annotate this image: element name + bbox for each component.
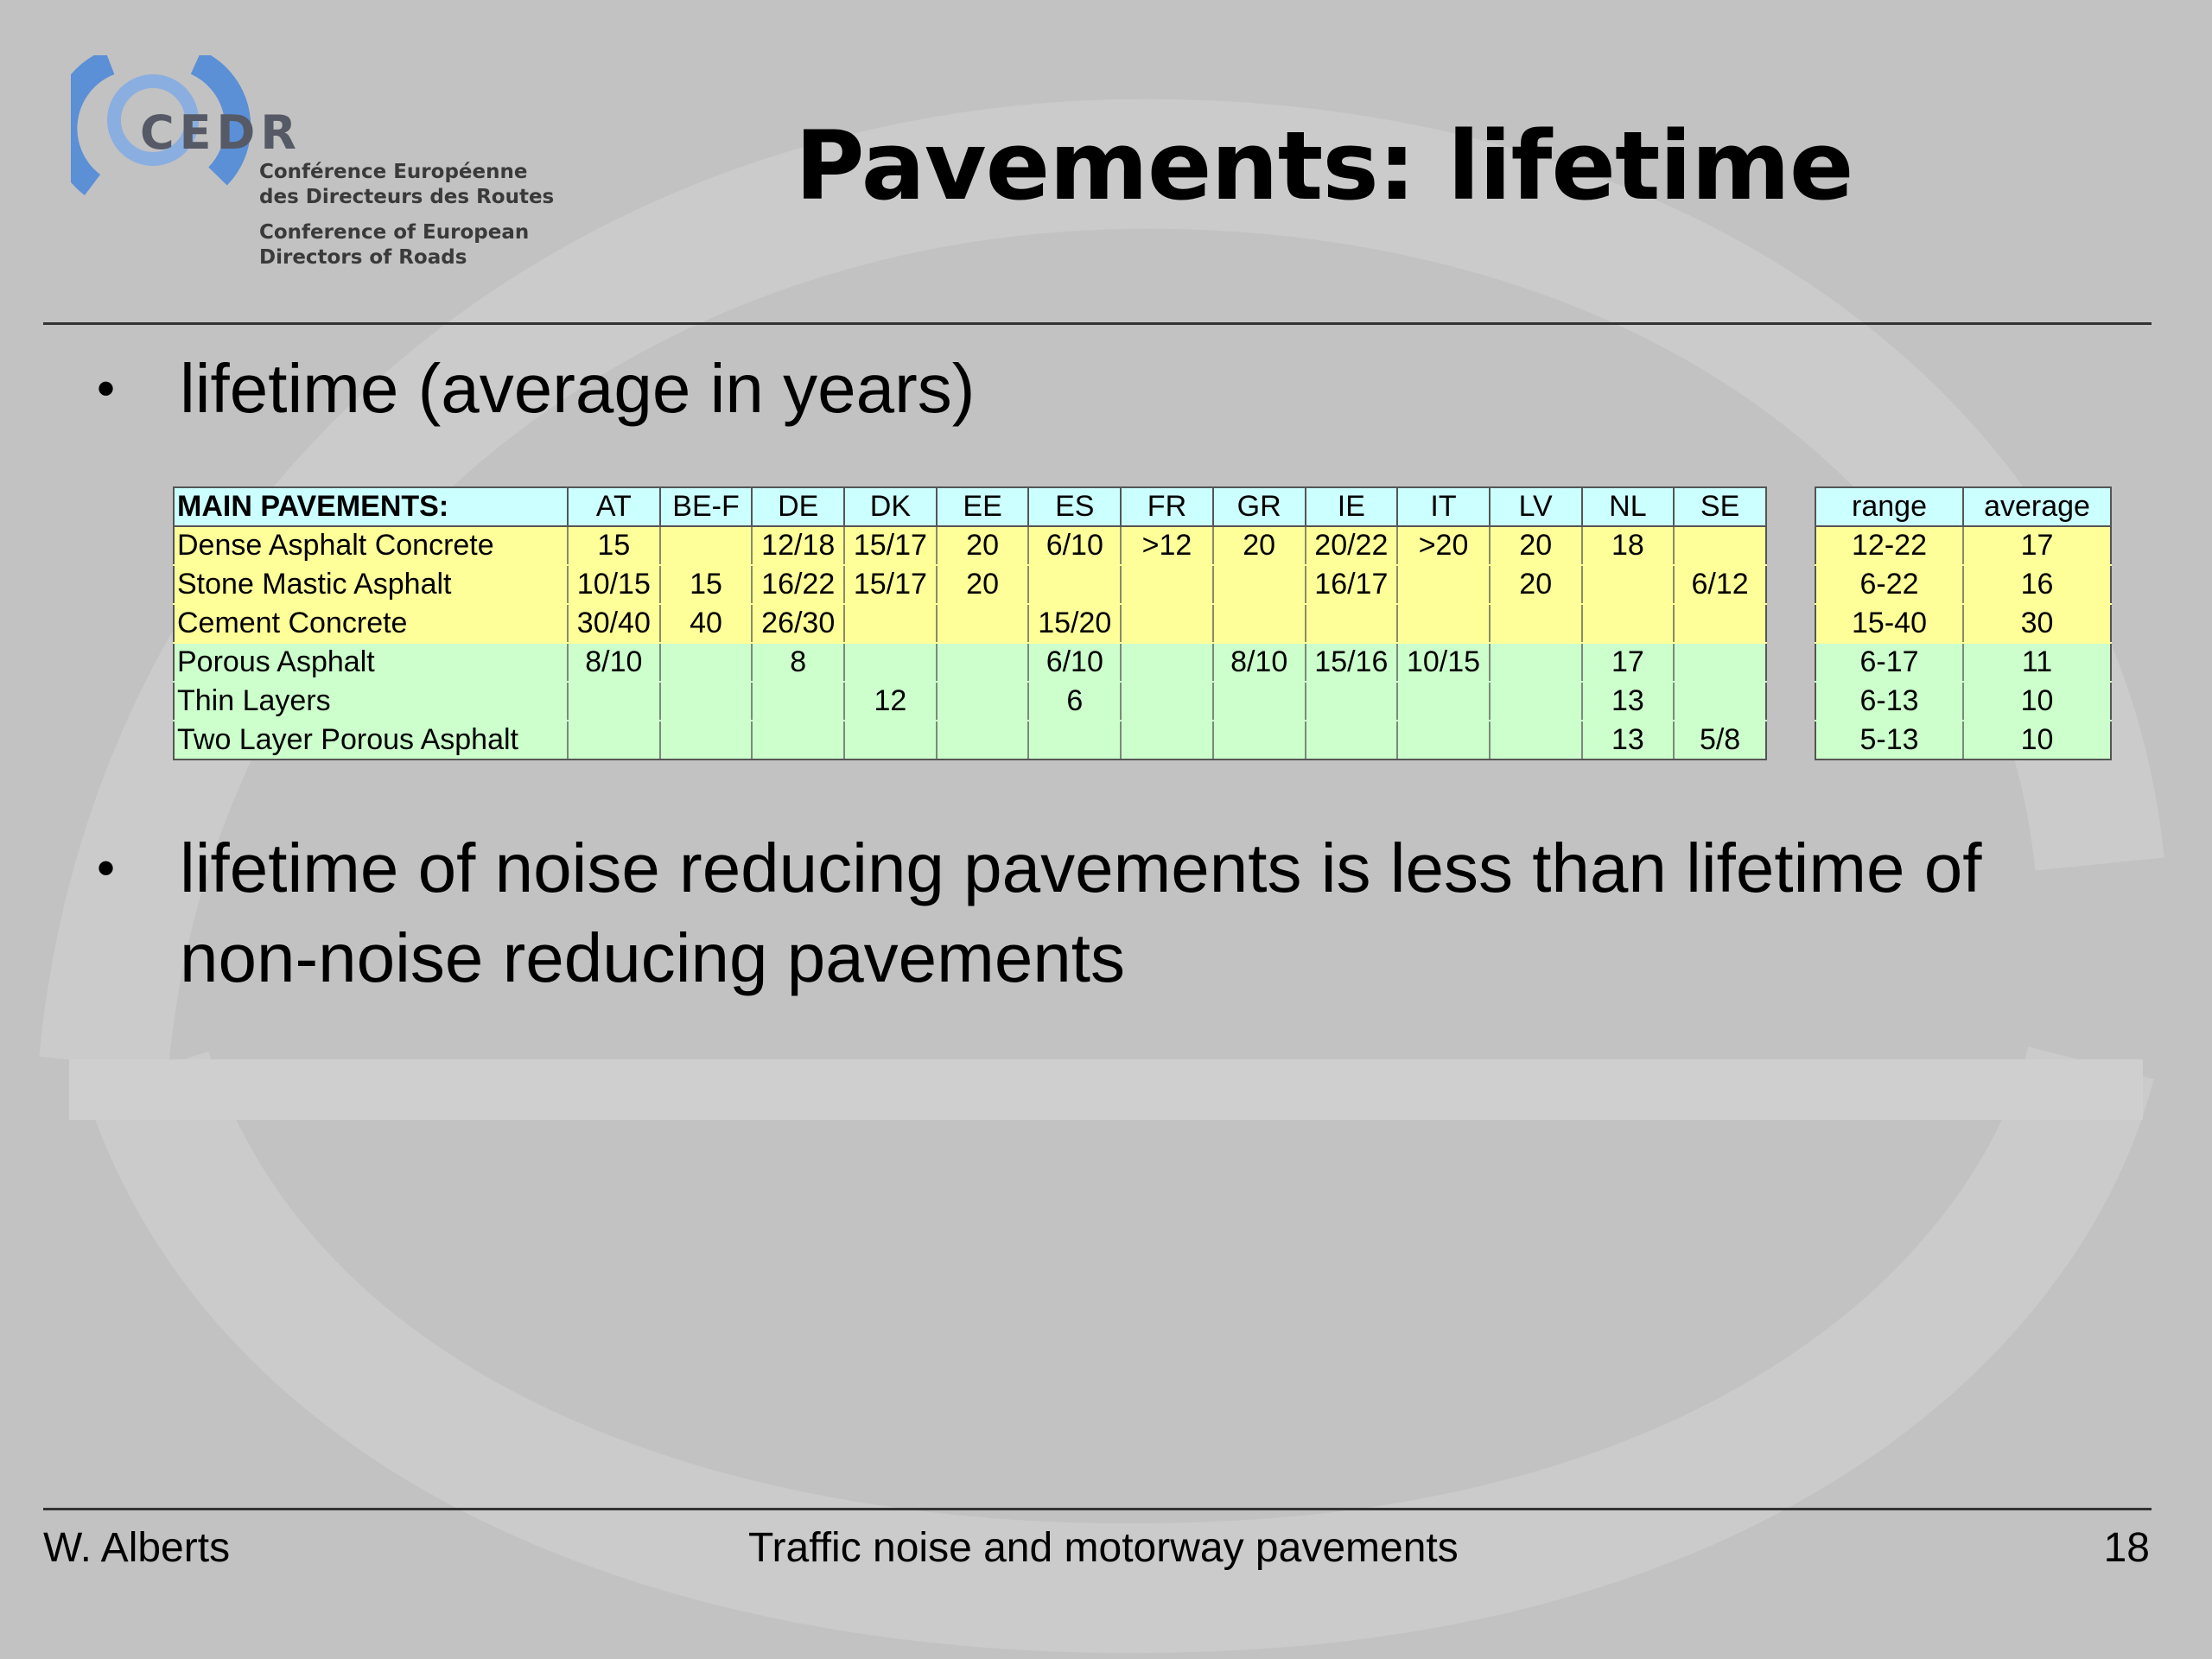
main-value-cell: [660, 526, 753, 565]
main-value-cell: [1582, 565, 1675, 604]
main-value-cell: >12: [1121, 526, 1213, 565]
main-value-cell: [937, 682, 1029, 721]
main-value-cell: 8/10: [1213, 643, 1306, 682]
main-value-cell: 30/40: [568, 604, 660, 643]
main-value-cell: [1306, 604, 1398, 643]
main-value-cell: 6/10: [1028, 526, 1121, 565]
pavement-type-cell: Cement Concrete: [174, 604, 568, 643]
main-value-cell: [1213, 721, 1306, 760]
main-value-cell: [1121, 604, 1213, 643]
summary-header-cell: average: [1963, 487, 2111, 526]
main-value-cell: 10/15: [568, 565, 660, 604]
main-value-cell: [1121, 643, 1213, 682]
main-value-cell: [1213, 604, 1306, 643]
slide-title: Pavements: lifetime: [795, 111, 1853, 221]
cedr-logo: [71, 55, 555, 280]
main-table-row: [174, 565, 1766, 604]
range-average-table: [1815, 486, 2112, 760]
summary-value-cell: 6-22: [1815, 565, 1963, 604]
bullet-1-text: lifetime (average in years): [180, 350, 976, 427]
main-table-row: [174, 526, 1766, 565]
main-header-cell: EE: [937, 487, 1029, 526]
main-value-cell: 40: [660, 604, 753, 643]
main-value-cell: [660, 721, 753, 760]
main-header-cell: DK: [844, 487, 937, 526]
main-value-cell: 10/15: [1397, 643, 1490, 682]
main-value-cell: 20: [1213, 526, 1306, 565]
main-header-cell: NL: [1582, 487, 1675, 526]
bullet-2-text-line-2: non-noise reducing pavements: [180, 919, 1126, 996]
pavement-lifetime-table: [173, 486, 1767, 760]
main-value-cell: 15/20: [1028, 604, 1121, 643]
main-header-row: [174, 487, 1766, 526]
main-header-cell: SE: [1674, 487, 1766, 526]
main-value-cell: [752, 682, 844, 721]
main-value-cell: >20: [1397, 526, 1490, 565]
main-value-cell: 16/17: [1306, 565, 1398, 604]
pavement-type-cell: Dense Asphalt Concrete: [174, 526, 568, 565]
pavement-type-cell: Porous Asphalt: [174, 643, 568, 682]
pavement-type-cell: Two Layer Porous Asphalt: [174, 721, 568, 760]
main-value-cell: [1674, 643, 1766, 682]
main-value-cell: 15: [568, 526, 660, 565]
logo-line-2: des Directeurs des Routes: [259, 186, 555, 208]
main-value-cell: 8/10: [568, 643, 660, 682]
main-value-cell: [1397, 565, 1490, 604]
main-table-row: [174, 682, 1766, 721]
main-header-cell: LV: [1490, 487, 1582, 526]
summary-value-cell: 12-22: [1815, 526, 1963, 565]
main-header-cell: GR: [1213, 487, 1306, 526]
main-value-cell: [1028, 721, 1121, 760]
main-value-cell: [1490, 721, 1582, 760]
main-value-cell: [660, 682, 753, 721]
summary-table-row: [1815, 682, 2111, 721]
summary-value-cell: 10: [1963, 721, 2111, 760]
footer-presentation-title: Traffic noise and motorway pavements: [748, 1525, 1459, 1571]
footer-author: W. Alberts: [43, 1525, 231, 1571]
main-value-cell: [937, 604, 1029, 643]
main-value-cell: [1121, 682, 1213, 721]
summary-table-row: [1815, 604, 2111, 643]
summary-table-row: [1815, 565, 2111, 604]
main-value-cell: [1213, 682, 1306, 721]
summary-value-cell: 16: [1963, 565, 2111, 604]
main-header-cell: IE: [1306, 487, 1398, 526]
main-value-cell: 6/12: [1674, 565, 1766, 604]
summary-value-cell: 15-40: [1815, 604, 1963, 643]
summary-header-cell: range: [1815, 487, 1963, 526]
footer-divider: [43, 1508, 2152, 1510]
main-value-cell: [1397, 682, 1490, 721]
logo-line-3: Conference of European: [259, 221, 530, 244]
main-value-cell: 26/30: [752, 604, 844, 643]
pavement-type-cell: Stone Mastic Asphalt: [174, 565, 568, 604]
main-value-cell: [568, 721, 660, 760]
main-value-cell: 18: [1582, 526, 1675, 565]
main-value-cell: [1397, 604, 1490, 643]
main-value-cell: [844, 604, 937, 643]
main-value-cell: [1397, 721, 1490, 760]
main-value-cell: 17: [1582, 643, 1675, 682]
main-value-cell: 15: [660, 565, 753, 604]
main-value-cell: 6: [1028, 682, 1121, 721]
main-value-cell: [937, 643, 1029, 682]
main-value-cell: 13: [1582, 682, 1675, 721]
main-value-cell: 20: [1490, 565, 1582, 604]
main-value-cell: [1306, 682, 1398, 721]
main-header-cell: MAIN PAVEMENTS:: [174, 487, 568, 526]
bullet-dot-icon: •: [97, 359, 116, 417]
pavement-type-cell: Thin Layers: [174, 682, 568, 721]
main-value-cell: [568, 682, 660, 721]
logo-line-1: Conférence Européenne: [259, 161, 528, 183]
main-table-row: [174, 643, 1766, 682]
main-value-cell: [1582, 604, 1675, 643]
main-value-cell: [752, 721, 844, 760]
summary-value-cell: 17: [1963, 526, 2111, 565]
main-value-cell: [1028, 565, 1121, 604]
main-value-cell: 16/22: [752, 565, 844, 604]
main-value-cell: 12: [844, 682, 937, 721]
header-divider: [43, 322, 2152, 325]
summary-value-cell: 30: [1963, 604, 2111, 643]
main-value-cell: 15/17: [844, 526, 937, 565]
bullet-2-text-line-1: lifetime of noise reducing pavements is less than lifetime of: [180, 830, 1982, 906]
main-value-cell: [1121, 721, 1213, 760]
bullet-dot-icon: •: [97, 839, 116, 897]
main-value-cell: 12/18: [752, 526, 844, 565]
main-value-cell: 5/8: [1674, 721, 1766, 760]
main-header-cell: IT: [1397, 487, 1490, 526]
main-value-cell: [1306, 721, 1398, 760]
summary-value-cell: 6-13: [1815, 682, 1963, 721]
main-value-cell: 13: [1582, 721, 1675, 760]
summary-value-cell: 5-13: [1815, 721, 1963, 760]
main-value-cell: [1674, 526, 1766, 565]
logo-wordmark: CEDR: [140, 105, 302, 160]
footer-page-number: 18: [2103, 1525, 2150, 1571]
main-value-cell: 15/17: [844, 565, 937, 604]
main-value-cell: [1490, 682, 1582, 721]
main-value-cell: 20/22: [1306, 526, 1398, 565]
summary-value-cell: 10: [1963, 682, 2111, 721]
main-header-cell: BE-F: [660, 487, 753, 526]
main-value-cell: [1213, 565, 1306, 604]
main-value-cell: 15/16: [1306, 643, 1398, 682]
main-value-cell: [937, 721, 1029, 760]
main-table-row: [174, 721, 1766, 760]
summary-table-row: [1815, 721, 2111, 760]
summary-value-cell: 6-17: [1815, 643, 1963, 682]
main-value-cell: 20: [937, 526, 1029, 565]
logo-line-4: Directors of Roads: [259, 246, 467, 269]
summary-value-cell: 11: [1963, 643, 2111, 682]
summary-header-row: [1815, 487, 2111, 526]
main-value-cell: [1490, 604, 1582, 643]
main-header-cell: AT: [568, 487, 660, 526]
main-header-cell: ES: [1028, 487, 1121, 526]
main-value-cell: [1490, 643, 1582, 682]
main-value-cell: 20: [1490, 526, 1582, 565]
main-value-cell: 8: [752, 643, 844, 682]
main-value-cell: [1674, 682, 1766, 721]
main-value-cell: [1674, 604, 1766, 643]
main-value-cell: [844, 721, 937, 760]
main-value-cell: [660, 643, 753, 682]
main-value-cell: 20: [937, 565, 1029, 604]
main-header-cell: FR: [1121, 487, 1213, 526]
summary-table-row: [1815, 643, 2111, 682]
main-value-cell: [1121, 565, 1213, 604]
main-value-cell: 6/10: [1028, 643, 1121, 682]
main-table-row: [174, 604, 1766, 643]
main-value-cell: [844, 643, 937, 682]
summary-table-row: [1815, 526, 2111, 565]
main-header-cell: DE: [752, 487, 844, 526]
